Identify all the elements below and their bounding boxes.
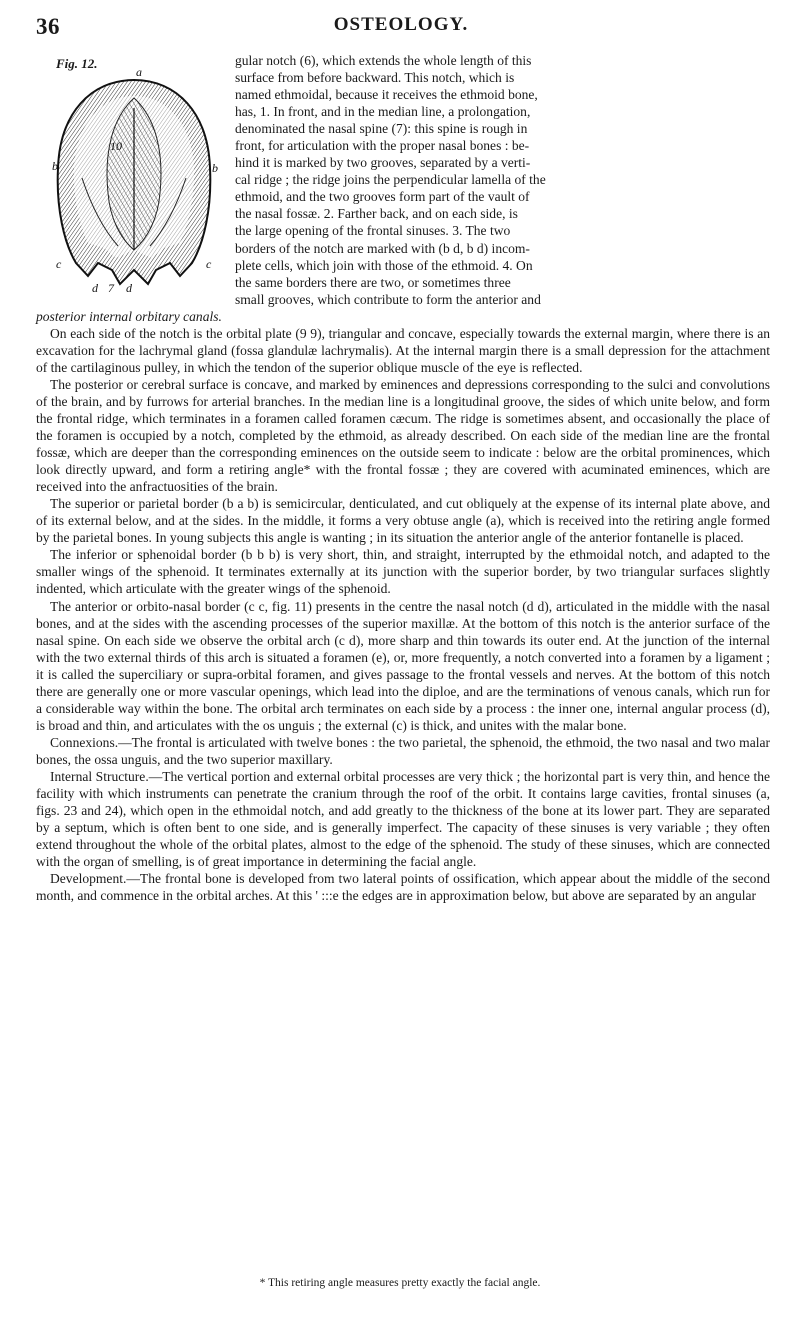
wrap-line: cal ridge ; the ridge joins the perpendicular lamella of the bbox=[235, 172, 546, 188]
page-number: 36 bbox=[36, 14, 60, 39]
paragraph-development: Development.—The frontal bone is developed from two lateral points of ossification, which appear about the middle of the second month, and commence in the orbital arches. At this ' :::e the edges are in approximation below, but above are separated by an angular bbox=[36, 871, 770, 904]
wrap-line: denominated the nasal spine (7): this spine is rough in bbox=[235, 121, 528, 137]
wrapped-column bbox=[235, 52, 770, 308]
wrap-line: the same borders there are two, or sometimes three bbox=[235, 274, 511, 290]
body-text bbox=[36, 52, 770, 904]
letter-a: a bbox=[136, 65, 142, 79]
wrap-line: small grooves, which contribute to form the anterior and bbox=[235, 291, 541, 307]
paragraph-posterior-surface: The posterior or cerebral surface is concave, and marked by eminences and depressions corresponding to the sulci and convolutions of the brain, and by furrows for arterial branches. In the median line is a longitudinal groove, the sides of which unite below, and form the frontal ridge, which terminates in a foramen called foramen cæcum. The ridge is sometimes absent, and occasionally the place of the foramen is occupied by a notch, completed by the ethmoid, as already described. On each side of the median line are the frontal fossæ, which are deeper than the corresponding eminences on the outside seem to indicate : below are the orbital prominences, which look directly upward, and form a retiring angle* with the frontal fossæ ; they are covered with acuminated eminences, which are received into the anfractuosities of the brain. bbox=[36, 376, 770, 495]
letter-c-right: c bbox=[206, 257, 212, 271]
paragraph-connexions: Connexions.—The frontal is articulated with twelve bones : the two parietal, the sphenoid, the ethmoid, the two nasal and two malar bones, the ossa unguis, and the two superior maxillary. bbox=[36, 734, 770, 767]
wrap-line: has, 1. In front, and in the median line, a prolongation, bbox=[235, 104, 531, 120]
figure-label: Fig. 12. bbox=[56, 56, 98, 71]
wrap-line: borders of the notch are marked with (b d, b d) incom- bbox=[235, 240, 530, 256]
letter-10: 10 bbox=[110, 139, 122, 153]
letter-7: 7 bbox=[108, 281, 114, 295]
paragraph-orbital-plate: On each side of the notch is the orbital plate (9 9), triangular and concave, especially towards the external margin, where there is an excavation for the lachrymal gland (fossa glandulæ lachrymalis). At the internal margin there is a small depression for the attachment of the cartilaginous pulley, in which the tendon of the superior oblique muscle of the eye is reflected. bbox=[36, 325, 770, 375]
paragraph-internal-structure: Internal Structure.—The vertical portion and external orbital processes are very thick ; the horizontal part is very thin, and hence the facility with which instruments can penetrate the cranium through the roof of the orbit. It contains large cavities, frontal sinuses (a, figs. 23 and 24), which open in the ethmoidal notch, and add greatly to the thickness of the bone at its lower part. They are separated by a septum, which is often bent to one side, and is generally imperfect. The capacity of these sinuses is very variable ; they often extend throughout the whole of the orbital plates, almost to the edge of the sphenoid. The study of these sinuses, which are connected with the organ of smelling, is of great importance in determining the facial angle. bbox=[36, 768, 770, 870]
page-header bbox=[36, 14, 766, 48]
running-title: OSTEOLOGY. bbox=[333, 14, 469, 35]
wrap-line: plete cells, which join with those of the ethmoid. 4. On bbox=[235, 257, 533, 273]
wrap-line: the large opening of the frontal sinuses. 3. The two bbox=[235, 223, 511, 239]
wrap-line: hind it is marked by two grooves, separated by a verti- bbox=[235, 155, 531, 171]
page bbox=[36, 14, 766, 48]
wrap-line: named ethmoidal, because it receives the ethmoid bone, bbox=[235, 87, 538, 103]
wrap-line: surface from before backward. This notch, which is bbox=[235, 70, 515, 86]
letter-c-left: c bbox=[56, 257, 62, 271]
letter-d-right: d bbox=[126, 281, 132, 295]
letter-d-left: d bbox=[92, 281, 98, 295]
wrap-line: gular notch (6), which extends the whole length of this bbox=[235, 53, 532, 68]
paragraph-inferior-border: The inferior or sphenoidal border (b b b) is very short, thin, and straight, interrupted by the ethmoidal notch, and adapted to the smaller wings of the sphenoid. It terminates externally at its junction with the superior border, by two triangular surfaces slightly indented, which articulate with the greater wings of the sphenoid. bbox=[36, 547, 770, 597]
paragraph-anterior-border: The anterior or orbito-nasal border (c c, fig. 11) presents in the centre the nasal notch (d d), articulated in the middle with the nasal bones, and at the sides with the ascending processes of the superior maxillæ. At the bottom of this notch is the anterior surface of the nasal spine. On each side we observe the orbital arch (c d), more sharp and thin towards its outer end. At the junction of the internal with the two external thirds of this arch is situated a foramen (e), or, more frequently, a notch converted into a foramen by a ligament ; it is called the superciliary or supra-orbital foramen, and gives passage to the frontal vessels and nerves. At the bottom of this notch there are generally one or more vascular openings, which lead into the diploe, and are the terminations of venous canals, which run for a considerable way within the bone. The orbital arch terminates on each side by a process : the inner one, internal angular process (d), is broad and thin, and articulates with the os unguis ; the external (c) is thick, and unites with the malar bone. bbox=[36, 598, 770, 733]
footnote: * This retiring angle measures pretty exactly the facial angle. bbox=[259, 1277, 541, 1289]
paragraph-superior-border: The superior or parietal border (b a b) is semicircular, denticulated, and cut obliquely at the expense of its internal plate above, and of its external below, and at the sides. In the middle, it forms a very obtuse angle (a), which is received into the retiring angle formed by the parietal bones. In young subjects this angle is wanting ; in its situation the anterior angle of the anterior fontanelle is placed. bbox=[36, 496, 770, 546]
wrap-line: ethmoid, and the two grooves form part of the vault of bbox=[235, 189, 530, 205]
wrap-line: front, for articulation with the proper nasal bones : be- bbox=[235, 138, 530, 154]
wrap-line: the nasal fossæ. 2. Farther back, and on each side, is bbox=[235, 206, 518, 222]
paragraph-1-end: posterior internal orbitary canals. bbox=[36, 308, 222, 324]
letter-b-left: b bbox=[52, 159, 58, 173]
letter-b-right: b bbox=[212, 161, 218, 175]
